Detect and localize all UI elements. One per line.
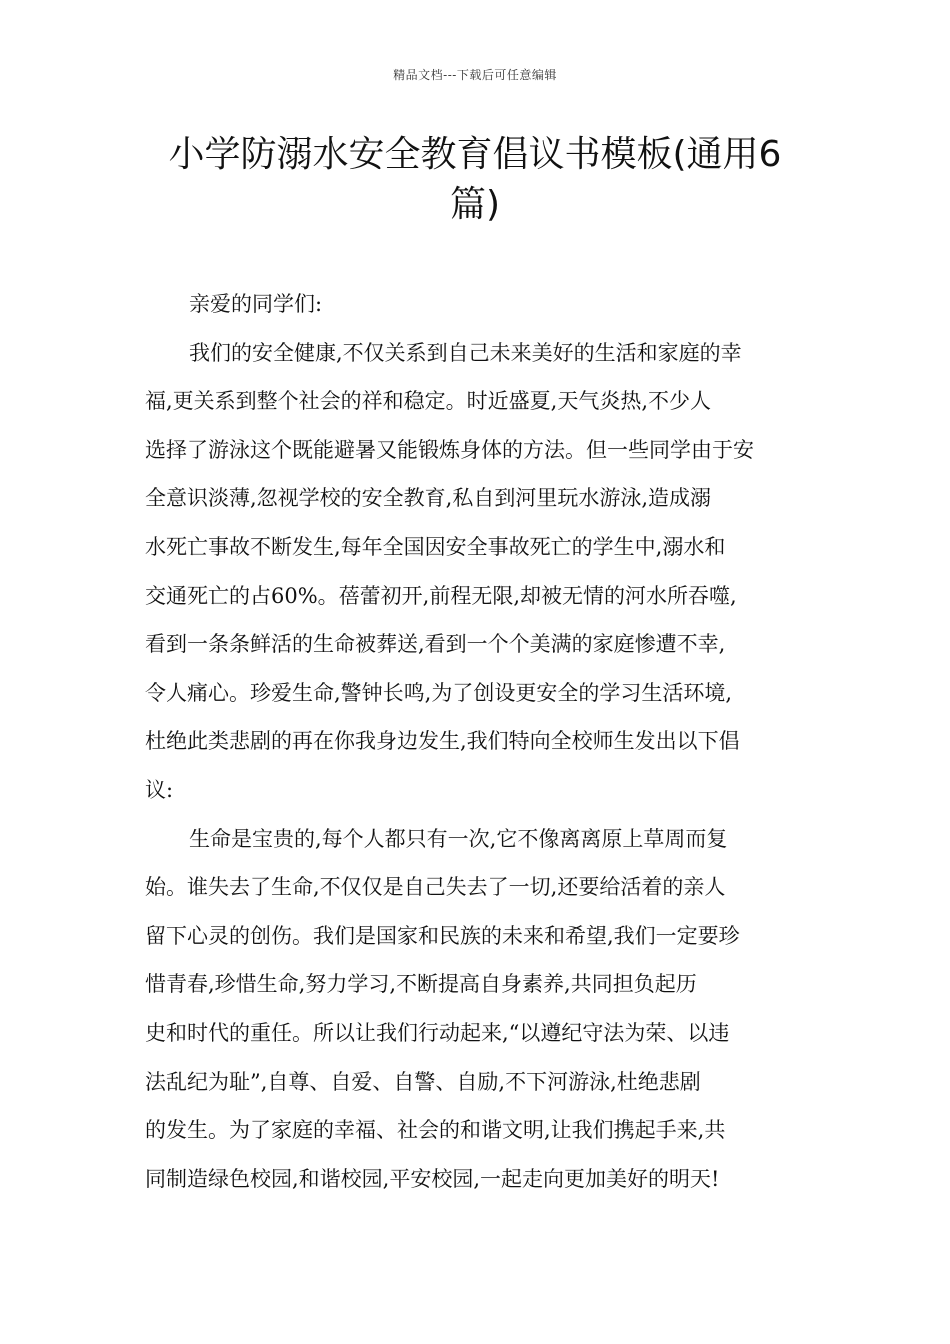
document-body [145, 280, 825, 1203]
paragraph-line: 全意识淡薄,忽视学校的安全教育,私自到河里玩水游泳,造成溺 [145, 486, 712, 511]
paragraph-line: 史和时代的重任。所以让我们行动起来,“以遵纪守法为荣、以违 [145, 1020, 730, 1045]
body-paragraph-1 [145, 329, 825, 815]
paragraph-line: 看到一条条鲜活的生命被葬送,看到一个个美满的家庭惨遭不幸, [145, 632, 726, 657]
paragraph-line: 惜青春,珍惜生命,努力学习,不断提高自身素养,共同担负起历 [145, 972, 697, 997]
paragraph-line: 法乱纪为耻”,自尊、自爱、自警、自励,不下河游泳,杜绝悲剧 [145, 1069, 701, 1094]
paragraph-line: 亲爱的同学们: [189, 292, 323, 316]
document-title [120, 130, 830, 230]
paragraph-line: 议: [145, 777, 174, 802]
title-line-1: 小学防溺水安全教育倡议书模板(通用6 [168, 134, 782, 175]
paragraph-line: 生命是宝贵的,每个人都只有一次,它不像离离原上草周而复 [189, 826, 728, 851]
salutation-paragraph [145, 280, 825, 329]
paragraph-line: 杜绝此类悲剧的再在你我身边发生,我们特向全校师生发出以下倡 [145, 729, 740, 754]
paragraph-line: 的发生。为了家庭的幸福、社会的和谐文明,让我们携起手来,共 [145, 1118, 726, 1143]
paragraph-line: 始。谁失去了生命,不仅仅是自己失去了一切,还要给活着的亲人 [145, 875, 726, 900]
body-paragraph-2 [145, 815, 825, 1204]
paragraph-line: 令人痛心。珍爱生命,警钟长鸣,为了创设更安全的学习生活环境, [145, 680, 733, 705]
paragraph-line: 选择了游泳这个既能避暑又能锻炼身体的方法。但一些同学由于安 [145, 437, 754, 462]
paragraph-line: 我们的安全健康,不仅关系到自己未来美好的生活和家庭的幸 [189, 340, 742, 365]
page-header: 精品文档---下载后可任意编辑 [393, 68, 557, 82]
paragraph-line: 交通死亡的占60%。蓓蕾初开,前程无限,却被无情的河水所吞噬, [145, 583, 737, 608]
paragraph-line: 水死亡事故不断发生,每年全国因安全事故死亡的学生中,溺水和 [145, 534, 726, 559]
paragraph-line: 福,更关系到整个社会的祥和稳定。时近盛夏,天气炎热,不少人 [145, 389, 712, 414]
title-line-2: 篇) [449, 184, 501, 225]
paragraph-line: 同制造绿色校园,和谐校园,平安校园,一起走向更加美好的明天! [145, 1166, 720, 1191]
paragraph-line: 留下心灵的创伤。我们是国家和民族的未来和希望,我们一定要珍 [145, 923, 740, 948]
